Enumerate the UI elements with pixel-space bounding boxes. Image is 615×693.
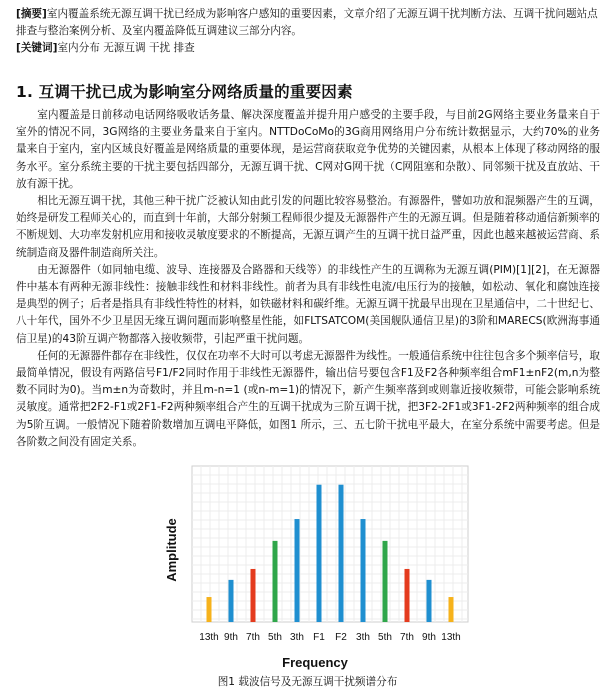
paragraph-4: 任何的无源器件都存在非线性，仅仅在功率不大时可以考虑无源器件为线性。一般通信系统中往往包含多个频率信号，取最简单情况，假设有两路信号F1/F2同时作用于非线性无源器件，输出信号要包含F1及F2各种频率组合mF1±nF2(m,n为整数不同时为0)。当m±n为奇数时，并且m-n=1 (或n-m=1)的情况下，新产生频率落到或则靠近接收频带，可能会影响系统灵敏度。通常把2F2-F1或2F1-F2两种频率组合产生的互调干扰成为三阶互调干扰，把3F2-2F1或3F1-2F2两种频率的组合成为5阶互调。一般情况下随着阶数增加互调电平降低，如图1 所示，三、五七阶干扰电平最大，在室分系统中需要考虑。但是各阶数之间没有固定关系。	[16, 349, 600, 448]
x-tick-label: 7th	[246, 632, 260, 643]
keywords-text: 室内分布 无源互调 干扰 排查	[57, 42, 195, 54]
keywords-tag: [关键词]	[16, 42, 58, 54]
x-axis-label: Frequency	[282, 655, 348, 670]
abstract-tag: [摘要]	[16, 8, 47, 20]
x-tick-label: F1	[313, 632, 325, 643]
x-tick-label: 5th	[268, 632, 282, 643]
x-tick-label: 13th	[199, 632, 219, 643]
bar-13th-0	[207, 597, 212, 622]
section-body	[16, 107, 600, 451]
x-tick-label: 7th	[400, 632, 414, 643]
bar-7th-9	[405, 569, 410, 622]
bar-5th-3	[273, 541, 278, 622]
bar-3th-7	[361, 519, 366, 622]
bar-f2-6	[339, 485, 344, 622]
x-tick-label: 5th	[378, 632, 392, 643]
bar-5th-8	[383, 541, 388, 622]
bar-9th-1	[229, 580, 234, 622]
keywords	[16, 40, 600, 57]
x-tick-label: 3th	[356, 632, 370, 643]
figure-1	[150, 462, 480, 692]
y-axis-label: Amplitude	[164, 518, 179, 582]
bar-3th-4	[295, 519, 300, 622]
figure-caption: 图1 载波信号及无源互调干扰频谱分布	[217, 676, 398, 688]
section-heading: 1. 互调干扰已成为影响室分网络质量的重要因素	[16, 83, 353, 101]
x-tick-label: F2	[335, 632, 347, 643]
x-tick-label: 3th	[290, 632, 304, 643]
bar-13th-11	[449, 597, 454, 622]
x-tick-label: 9th	[422, 632, 436, 643]
paragraph-3: 由无源器件（如同轴电缆、波导、连接器及合路器和天线等）的非线性产生的互调称为无源互调(PIM)[1][2]，在无源器件中基本有两种无源非线性：接触非线性和材料非线性。前者为具有非线性电流/电压行为的接触，如松动、氧化和腐蚀连接是典型的例子；后者是指具有非线性特性的材料，如铁磁材料和碳纤维。无源互调干扰最早出现在卫星通信中，二十世纪七、八十年代，国外不少卫星因无缘互调问题而影响整星性能，如FLTSATCOM(美国舰队通信卫星)的3阶和MARECS(欧洲海事通信卫星)的43阶互调产物都落入接收频带，引起严重干扰问题。	[16, 263, 600, 345]
paragraph-2: 相比无源互调干扰，其他三种干扰广泛被认知由此引发的问题比较容易整治。有源器件，譬如功放和混频器产生的互调，始终是研发工程师关心的，而直到十年前，大部分射频工程师很少提及无源器件产生的无源互调。但是随着移动通信新频率的不断规划、大功率发射机应用和接收灵敏度要求的不断提高，无源互调产生的互调干扰日益严重，因此也越来越被运营商、系统制造商及器件制造商所关注。	[16, 195, 600, 259]
abstract-text: 室内覆盖系统无源互调干扰已经成为影响客户感知的重要因素，文章介绍了无源互调干扰判断方法、互调干扰问题站点排查与整治案例分析、及室内覆盖降低互调建议三部分内容。	[16, 8, 598, 37]
abstract-block	[16, 6, 600, 57]
bar-9th-10	[427, 580, 432, 622]
x-tick-label: 9th	[224, 632, 238, 643]
abstract	[16, 6, 600, 40]
bar-f1-5	[317, 485, 322, 622]
bar-7th-2	[251, 569, 256, 622]
paragraph-1: 室内覆盖是日前移动电话网络吸收话务量、解决深度覆盖并提升用户感受的主要手段，与目前2G网络主要业务量来自于室外的情况不同，3G网络的主要业务量来自于室内。NTTDoCoMo的3G商用网络用户分布统计数据显示，大约70%的业务量来自于室内，室内区域良好覆盖是网络质量的重要体现，是运营商获取竞争优势的关键因素，从根本上体现了移动网络的服务水平。室分系统主要的干扰主要包括四部分，无源互调干扰、C网对G网干扰（C网阻塞和杂散）、同邻频干扰及直放站、干放有源干扰。	[16, 109, 600, 190]
spectrum-chart	[150, 462, 480, 672]
x-tick-label: 13th	[441, 632, 461, 643]
